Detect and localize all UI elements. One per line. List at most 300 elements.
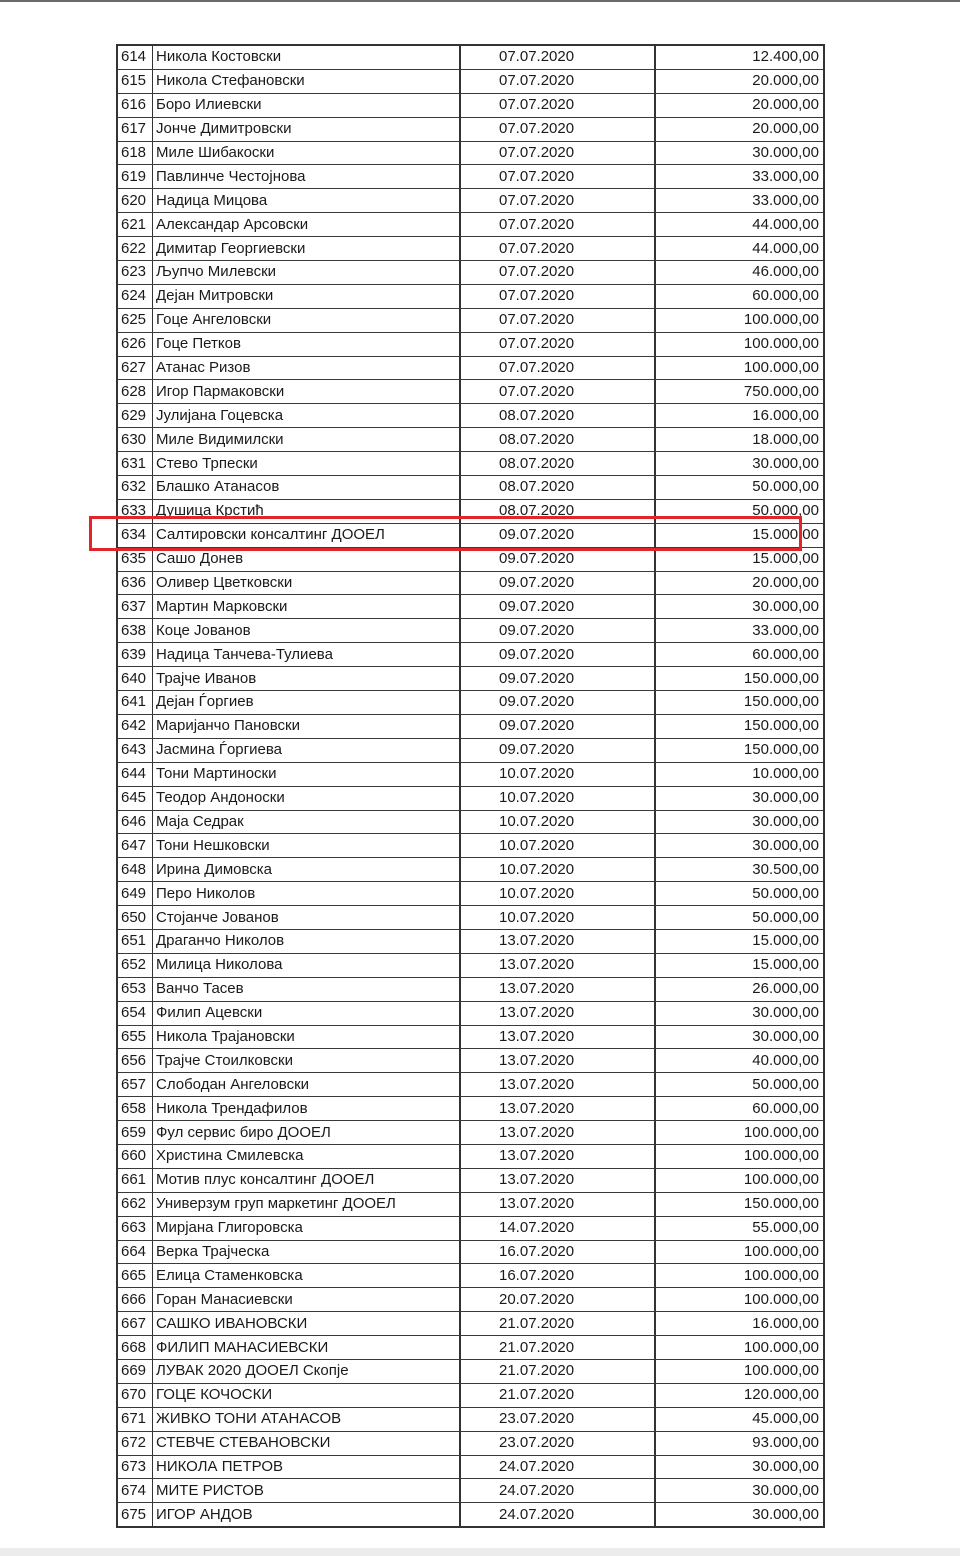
payment-date: 07.07.2020	[460, 45, 655, 69]
payee-name: Надица Мицова	[153, 189, 461, 213]
payment-date: 07.07.2020	[460, 380, 655, 404]
row-number: 675	[117, 1503, 153, 1527]
row-number: 630	[117, 428, 153, 452]
payment-date: 13.07.2020	[460, 1121, 655, 1145]
row-number: 621	[117, 213, 153, 237]
table-row	[117, 1240, 824, 1264]
payment-date: 21.07.2020	[460, 1336, 655, 1360]
payment-date: 10.07.2020	[460, 762, 655, 786]
payment-date: 07.07.2020	[460, 332, 655, 356]
table-row	[117, 141, 824, 165]
payment-date: 13.07.2020	[460, 977, 655, 1001]
row-number: 670	[117, 1383, 153, 1407]
payment-amount: 50.000,00	[655, 882, 824, 906]
payee-name: ГОЦЕ КОЧОСКИ	[153, 1383, 461, 1407]
payment-amount: 30.000,00	[655, 1503, 824, 1527]
payment-amount: 20.000,00	[655, 571, 824, 595]
row-number: 647	[117, 834, 153, 858]
table-row	[117, 499, 824, 523]
table-row	[117, 1073, 824, 1097]
table-row	[117, 380, 824, 404]
row-number: 671	[117, 1407, 153, 1431]
payment-amount: 46.000,00	[655, 261, 824, 285]
payment-date: 10.07.2020	[460, 786, 655, 810]
payment-date: 08.07.2020	[460, 452, 655, 476]
row-number: 665	[117, 1264, 153, 1288]
payment-amount: 15.000,00	[655, 929, 824, 953]
row-number: 674	[117, 1479, 153, 1503]
table-row	[117, 476, 824, 500]
payee-name: Слободан Ангеловски	[153, 1073, 461, 1097]
table-row	[117, 691, 824, 715]
row-number: 651	[117, 929, 153, 953]
payment-amount: 30.000,00	[655, 1025, 824, 1049]
row-number: 645	[117, 786, 153, 810]
payment-date: 07.07.2020	[460, 261, 655, 285]
table-row	[117, 810, 824, 834]
row-number: 664	[117, 1240, 153, 1264]
table-row	[117, 117, 824, 141]
payment-amount: 50.000,00	[655, 476, 824, 500]
payment-date: 09.07.2020	[460, 691, 655, 715]
table-row	[117, 1121, 824, 1145]
table-row	[117, 189, 824, 213]
payment-date: 07.07.2020	[460, 165, 655, 189]
payee-name: Тони Мартиноски	[153, 762, 461, 786]
row-number: 640	[117, 667, 153, 691]
payment-amount: 10.000,00	[655, 762, 824, 786]
row-number: 639	[117, 643, 153, 667]
row-number: 637	[117, 595, 153, 619]
payee-name: МИТЕ РИСТОВ	[153, 1479, 461, 1503]
payment-amount: 33.000,00	[655, 619, 824, 643]
payee-name: НИКОЛА ПЕТРОВ	[153, 1455, 461, 1479]
table-row	[117, 1479, 824, 1503]
payment-date: 07.07.2020	[460, 141, 655, 165]
payee-name: Никола Трендафилов	[153, 1097, 461, 1121]
payment-date: 08.07.2020	[460, 499, 655, 523]
payment-date: 14.07.2020	[460, 1216, 655, 1240]
payment-date: 21.07.2020	[460, 1383, 655, 1407]
payment-amount: 15.000,00	[655, 547, 824, 571]
payee-name: Љупчо Милевски	[153, 261, 461, 285]
payment-date: 07.07.2020	[460, 213, 655, 237]
payee-name: Мартин Марковски	[153, 595, 461, 619]
payment-amount: 100.000,00	[655, 1144, 824, 1168]
payee-name: Дејан Митровски	[153, 284, 461, 308]
payment-date: 09.07.2020	[460, 595, 655, 619]
table-row	[117, 237, 824, 261]
row-number: 658	[117, 1097, 153, 1121]
row-number: 644	[117, 762, 153, 786]
payee-name: Јулијана Гоцевска	[153, 404, 461, 428]
payment-date: 13.07.2020	[460, 1192, 655, 1216]
payee-name: Јонче Димитровски	[153, 117, 461, 141]
table-row	[117, 213, 824, 237]
row-number: 656	[117, 1049, 153, 1073]
table-row	[117, 1383, 824, 1407]
row-number: 657	[117, 1073, 153, 1097]
payment-amount: 50.000,00	[655, 906, 824, 930]
payee-name: Драганчо Николов	[153, 929, 461, 953]
payee-name: Миле Шибакоски	[153, 141, 461, 165]
table-row	[117, 45, 824, 69]
payment-date: 13.07.2020	[460, 929, 655, 953]
payment-date: 09.07.2020	[460, 738, 655, 762]
row-number: 618	[117, 141, 153, 165]
payment-date: 07.07.2020	[460, 356, 655, 380]
table-row	[117, 977, 824, 1001]
table-row	[117, 1431, 824, 1455]
payment-date: 13.07.2020	[460, 1097, 655, 1121]
table-row	[117, 906, 824, 930]
row-number: 635	[117, 547, 153, 571]
table-row	[117, 165, 824, 189]
row-number: 628	[117, 380, 153, 404]
payment-date: 24.07.2020	[460, 1455, 655, 1479]
payment-amount: 44.000,00	[655, 213, 824, 237]
payee-name: Никола Трајановски	[153, 1025, 461, 1049]
payment-date: 07.07.2020	[460, 284, 655, 308]
payment-amount: 30.000,00	[655, 810, 824, 834]
table-row	[117, 1264, 824, 1288]
top-edge-rule	[0, 0, 960, 2]
row-number: 668	[117, 1336, 153, 1360]
row-number: 642	[117, 714, 153, 738]
payment-date: 09.07.2020	[460, 643, 655, 667]
payment-date: 07.07.2020	[460, 237, 655, 261]
payment-amount: 60.000,00	[655, 1097, 824, 1121]
payee-name: Мотив плус консалтинг ДООЕЛ	[153, 1168, 461, 1192]
payment-amount: 45.000,00	[655, 1407, 824, 1431]
payment-date: 09.07.2020	[460, 619, 655, 643]
table-row	[117, 953, 824, 977]
payment-amount: 20.000,00	[655, 117, 824, 141]
payment-amount: 18.000,00	[655, 428, 824, 452]
payee-name: Ирина Димовска	[153, 858, 461, 882]
payment-date: 07.07.2020	[460, 308, 655, 332]
table-row	[117, 667, 824, 691]
row-number: 643	[117, 738, 153, 762]
row-number: 641	[117, 691, 153, 715]
table-row	[117, 858, 824, 882]
payee-name: САШКО ИВАНОВСКИ	[153, 1312, 461, 1336]
row-number: 649	[117, 882, 153, 906]
table-row	[117, 619, 824, 643]
payment-amount: 33.000,00	[655, 165, 824, 189]
payment-amount: 30.000,00	[655, 595, 824, 619]
payment-amount: 16.000,00	[655, 1312, 824, 1336]
payee-name: СТЕВЧЕ СТЕВАНОВСКИ	[153, 1431, 461, 1455]
payee-name: Фул сервис биро ДООЕЛ	[153, 1121, 461, 1145]
payee-name: Игор Пармаковски	[153, 380, 461, 404]
payment-date: 08.07.2020	[460, 404, 655, 428]
payee-name: ЖИВКО ТОНИ АТАНАСОВ	[153, 1407, 461, 1431]
table-row	[117, 1455, 824, 1479]
row-number: 652	[117, 953, 153, 977]
payment-amount: 26.000,00	[655, 977, 824, 1001]
table-row	[117, 404, 824, 428]
payment-date: 09.07.2020	[460, 571, 655, 595]
row-number: 622	[117, 237, 153, 261]
row-number: 661	[117, 1168, 153, 1192]
row-number: 615	[117, 69, 153, 93]
table-row	[117, 261, 824, 285]
payment-date: 10.07.2020	[460, 858, 655, 882]
payee-name: Александар Арсовски	[153, 213, 461, 237]
row-number: 673	[117, 1455, 153, 1479]
payment-date: 21.07.2020	[460, 1359, 655, 1383]
payment-date: 23.07.2020	[460, 1407, 655, 1431]
table-row	[117, 1336, 824, 1360]
payment-amount: 150.000,00	[655, 714, 824, 738]
row-number: 616	[117, 93, 153, 117]
payment-date: 09.07.2020	[460, 714, 655, 738]
row-number: 623	[117, 261, 153, 285]
payment-amount: 20.000,00	[655, 69, 824, 93]
payment-amount: 50.000,00	[655, 499, 824, 523]
payment-date: 13.07.2020	[460, 1049, 655, 1073]
payment-date: 08.07.2020	[460, 476, 655, 500]
payment-amount: 100.000,00	[655, 1264, 824, 1288]
payment-date: 13.07.2020	[460, 1073, 655, 1097]
row-number: 672	[117, 1431, 153, 1455]
payment-amount: 150.000,00	[655, 738, 824, 762]
row-number: 662	[117, 1192, 153, 1216]
payment-amount: 150.000,00	[655, 1192, 824, 1216]
row-number: 666	[117, 1288, 153, 1312]
payee-name: Трајче Иванов	[153, 667, 461, 691]
row-number: 614	[117, 45, 153, 69]
payee-name: Боро Илиевски	[153, 93, 461, 117]
table-row	[117, 284, 824, 308]
payment-amount: 15.000,00	[655, 523, 824, 547]
payment-amount: 12.400,00	[655, 45, 824, 69]
payment-date: 16.07.2020	[460, 1264, 655, 1288]
payee-name: Дејан Ѓоргиев	[153, 691, 461, 715]
table-row	[117, 547, 824, 571]
table-row	[117, 1025, 824, 1049]
payee-name: Надица Танчева-Тулиева	[153, 643, 461, 667]
payment-amount: 100.000,00	[655, 1240, 824, 1264]
table-row	[117, 643, 824, 667]
payee-name: Маја Седрак	[153, 810, 461, 834]
table-row	[117, 332, 824, 356]
payee-name: Гоце Петков	[153, 332, 461, 356]
payment-amount: 100.000,00	[655, 1288, 824, 1312]
payment-date: 21.07.2020	[460, 1312, 655, 1336]
payee-name: ИГОР АНДОВ	[153, 1503, 461, 1527]
row-number: 655	[117, 1025, 153, 1049]
payment-amount: 60.000,00	[655, 643, 824, 667]
payment-amount: 44.000,00	[655, 237, 824, 261]
row-number: 653	[117, 977, 153, 1001]
payee-name: Ванчо Тасев	[153, 977, 461, 1001]
payee-name: Милица Николова	[153, 953, 461, 977]
payee-name: Стево Трпески	[153, 452, 461, 476]
table-row	[117, 738, 824, 762]
payee-name: Теодор Андоноски	[153, 786, 461, 810]
row-number: 650	[117, 906, 153, 930]
row-number: 626	[117, 332, 153, 356]
table-row	[117, 786, 824, 810]
payee-name: Никола Стефановски	[153, 69, 461, 93]
payee-name: Гоце Ангеловски	[153, 308, 461, 332]
payment-amount: 30.000,00	[655, 1479, 824, 1503]
payment-date: 23.07.2020	[460, 1431, 655, 1455]
payment-date: 09.07.2020	[460, 523, 655, 547]
payee-name: Универзум груп маркетинг ДООЕЛ	[153, 1192, 461, 1216]
bottom-edge-band	[0, 1548, 960, 1556]
payment-amount: 15.000,00	[655, 953, 824, 977]
table-row	[117, 523, 824, 547]
payee-name: Верка Трајческа	[153, 1240, 461, 1264]
payment-date: 13.07.2020	[460, 1001, 655, 1025]
payment-amount: 100.000,00	[655, 1168, 824, 1192]
row-number: 654	[117, 1001, 153, 1025]
table-row	[117, 69, 824, 93]
payee-name: Горан Манасиевски	[153, 1288, 461, 1312]
row-number: 629	[117, 404, 153, 428]
row-number: 620	[117, 189, 153, 213]
row-number: 648	[117, 858, 153, 882]
payment-amount: 750.000,00	[655, 380, 824, 404]
table-row	[117, 834, 824, 858]
table-row	[117, 1192, 824, 1216]
payee-name: Тони Нешковски	[153, 834, 461, 858]
row-number: 627	[117, 356, 153, 380]
payment-amount: 33.000,00	[655, 189, 824, 213]
payment-date: 24.07.2020	[460, 1503, 655, 1527]
table-row	[117, 1001, 824, 1025]
payment-date: 24.07.2020	[460, 1479, 655, 1503]
table-row	[117, 1216, 824, 1240]
payment-date: 07.07.2020	[460, 69, 655, 93]
payment-date: 07.07.2020	[460, 93, 655, 117]
payment-amount: 150.000,00	[655, 667, 824, 691]
row-number: 660	[117, 1144, 153, 1168]
payment-amount: 16.000,00	[655, 404, 824, 428]
payment-date: 13.07.2020	[460, 1144, 655, 1168]
payment-date: 09.07.2020	[460, 547, 655, 571]
row-number: 619	[117, 165, 153, 189]
payment-date: 13.07.2020	[460, 1025, 655, 1049]
payment-amount: 30.000,00	[655, 141, 824, 165]
table-row	[117, 356, 824, 380]
table-row	[117, 1168, 824, 1192]
row-number: 636	[117, 571, 153, 595]
payment-amount: 20.000,00	[655, 93, 824, 117]
payment-amount: 50.000,00	[655, 1073, 824, 1097]
payment-amount: 93.000,00	[655, 1431, 824, 1455]
row-number: 669	[117, 1359, 153, 1383]
payee-name: Павлинче Честојнова	[153, 165, 461, 189]
payee-name: ЛУВАК 2020 ДООЕЛ Скопје	[153, 1359, 461, 1383]
payment-date: 13.07.2020	[460, 1168, 655, 1192]
table-row	[117, 595, 824, 619]
payment-amount: 100.000,00	[655, 1121, 824, 1145]
payment-amount: 30.500,00	[655, 858, 824, 882]
payment-amount: 100.000,00	[655, 1359, 824, 1383]
payment-date: 10.07.2020	[460, 834, 655, 858]
payee-name: Елица Стаменковска	[153, 1264, 461, 1288]
payee-name: Стојанче Јованов	[153, 906, 461, 930]
row-number: 624	[117, 284, 153, 308]
row-number: 638	[117, 619, 153, 643]
payee-name: Салтировски консалтинг ДООЕЛ	[153, 523, 461, 547]
payment-amount: 55.000,00	[655, 1216, 824, 1240]
payee-name: Маријанчо Пановски	[153, 714, 461, 738]
table-row	[117, 428, 824, 452]
payee-name: Блашко Атанасов	[153, 476, 461, 500]
table-row	[117, 1144, 824, 1168]
payments-table	[116, 44, 825, 1528]
payment-date: 07.07.2020	[460, 189, 655, 213]
row-number: 617	[117, 117, 153, 141]
payee-name: Трајче Стоилковски	[153, 1049, 461, 1073]
payment-date: 10.07.2020	[460, 882, 655, 906]
payments-table-body	[117, 45, 824, 1527]
payment-amount: 100.000,00	[655, 356, 824, 380]
row-number: 625	[117, 308, 153, 332]
payee-name: Душица Крстић	[153, 499, 461, 523]
payment-date: 10.07.2020	[460, 810, 655, 834]
payee-name: Коце Јованов	[153, 619, 461, 643]
payment-date: 08.07.2020	[460, 428, 655, 452]
payee-name: Оливер Цветковски	[153, 571, 461, 595]
payment-amount: 60.000,00	[655, 284, 824, 308]
table-row	[117, 1503, 824, 1527]
payment-amount: 30.000,00	[655, 834, 824, 858]
row-number: 631	[117, 452, 153, 476]
payee-name: Атанас Ризов	[153, 356, 461, 380]
payment-amount: 30.000,00	[655, 786, 824, 810]
row-number: 632	[117, 476, 153, 500]
table-row	[117, 1312, 824, 1336]
payee-name: Никола Костовски	[153, 45, 461, 69]
table-row	[117, 929, 824, 953]
table-row	[117, 1288, 824, 1312]
payment-date: 09.07.2020	[460, 667, 655, 691]
payee-name: Димитар Георгиевски	[153, 237, 461, 261]
payee-name: Миле Видимилски	[153, 428, 461, 452]
table-row	[117, 308, 824, 332]
payment-amount: 100.000,00	[655, 1336, 824, 1360]
payment-amount: 30.000,00	[655, 452, 824, 476]
payment-amount: 40.000,00	[655, 1049, 824, 1073]
payee-name: Мирјана Глигоровска	[153, 1216, 461, 1240]
payee-name: Јасмина Ѓоргиева	[153, 738, 461, 762]
payment-date: 20.07.2020	[460, 1288, 655, 1312]
row-number: 659	[117, 1121, 153, 1145]
table-row	[117, 714, 824, 738]
payment-amount: 150.000,00	[655, 691, 824, 715]
row-number: 646	[117, 810, 153, 834]
table-row	[117, 93, 824, 117]
payee-name: Филип Ацевски	[153, 1001, 461, 1025]
table-row	[117, 571, 824, 595]
row-number: 667	[117, 1312, 153, 1336]
payment-amount: 100.000,00	[655, 308, 824, 332]
payment-amount: 30.000,00	[655, 1455, 824, 1479]
table-row	[117, 762, 824, 786]
payee-name: Перо Николов	[153, 882, 461, 906]
table-row	[117, 1407, 824, 1431]
table-row	[117, 1359, 824, 1383]
payment-date: 13.07.2020	[460, 953, 655, 977]
payment-date: 10.07.2020	[460, 906, 655, 930]
table-row	[117, 1097, 824, 1121]
